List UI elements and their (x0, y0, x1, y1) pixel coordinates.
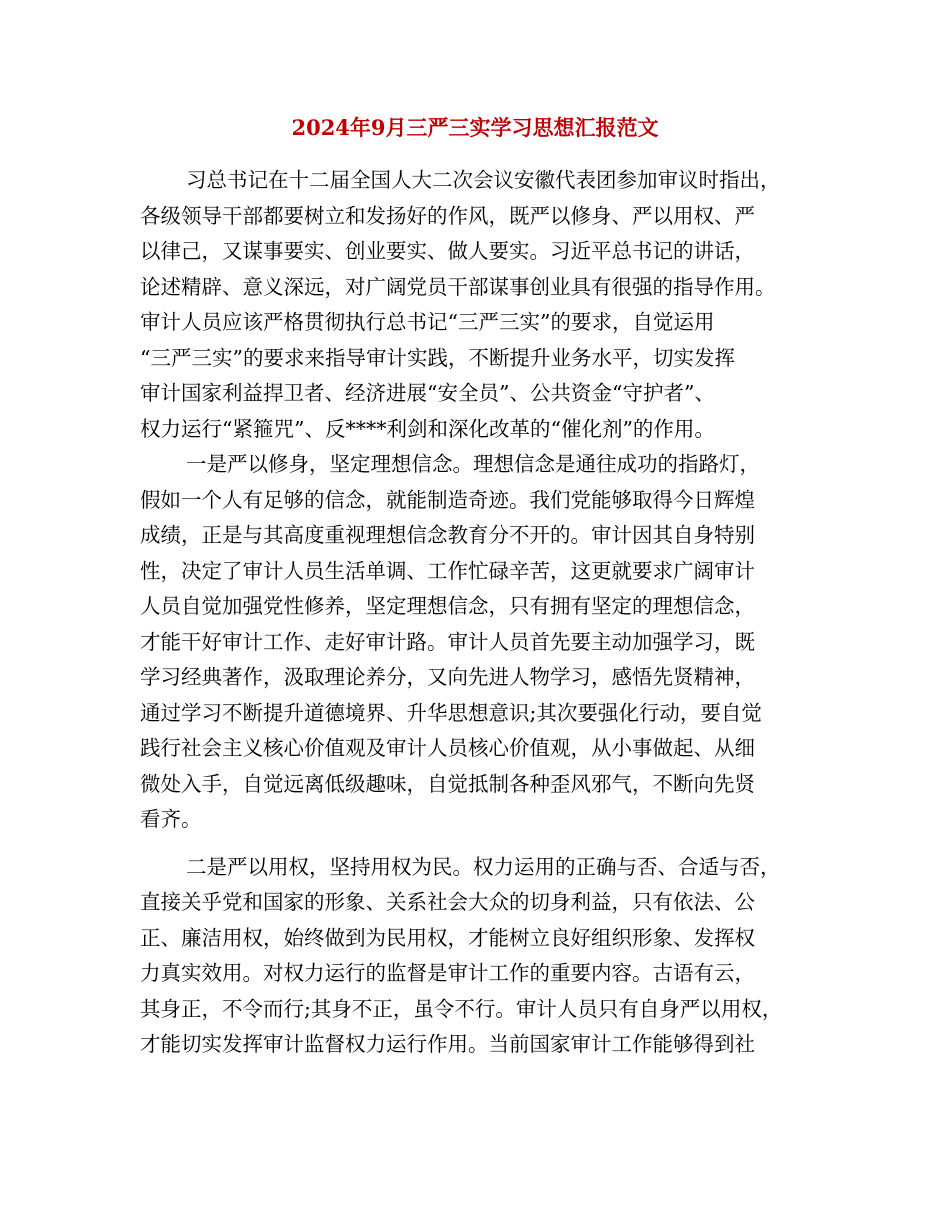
paragraph-line: 通过学习不断提升道德境界、升华思想意识;其次要强化行动，要自觉 (140, 700, 762, 725)
document-body (140, 163, 820, 1063)
paragraph-line: 其身正，不令而行;其身不正，虽令不行。审计人员只有自身严以用权， (140, 996, 783, 1021)
paragraph-line: 践行社会主义核心价值观及审计人员核心价值观，从小事做起、从细 (140, 736, 755, 760)
paragraph-line: 假如一个人有足够的信念，就能制造奇迹。我们党能够取得今日辉煌 (140, 487, 755, 512)
paragraph-line: 以律己，又谋事要实、创业要实、做人要实。习近平总书记的讲话， (140, 239, 755, 263)
paragraph-line: 权力运行“紧箍咒”、反****利剑和深化改革的“催化剂”的作用。 (140, 416, 715, 441)
paragraph-1 (140, 163, 820, 447)
paragraph-line: “三严三实”的要求来指导审计实践，不断提升业务水平，切实发挥 (140, 345, 735, 370)
document-title: 2024年9月三严三实学习思想汇报范文 (291, 115, 659, 140)
paragraph-line: 力真实效用。对权力运行的监督是审计工作的重要内容。古语有云， (140, 961, 755, 985)
paragraph-line: 看齐。 (140, 807, 202, 831)
paragraph-line: 直接关乎党和国家的形象、关系社会大众的切身利益，只有依法、公 (140, 890, 755, 914)
paragraph-spacer (140, 838, 820, 850)
paragraph-line: 学习经典著作，汲取理论养分，又向先进人物学习，感悟先贤精神， (140, 665, 755, 689)
paragraph-line: 才能干好审计工作、走好审计路。审计人员首先要主动加强学习，既 (140, 629, 755, 654)
paragraph-line: 习总书记在十二届全国人大二次会议安徽代表团参加审议时指出， (186, 168, 781, 192)
paragraph-2 (140, 447, 820, 838)
paragraph-line: 才能切实发挥审计监督权力运行作用。当前国家审计工作能够得到社 (140, 1032, 755, 1056)
paragraph-line: 性，决定了审计人员生活单调、工作忙碌辛苦，这更就要求广阔审计 (140, 558, 755, 583)
paragraph-line: 论述精辟、意义深远，对广阔党员干部谋事创业具有很强的指导作用。 (140, 274, 776, 299)
paragraph-line: 审计人员应该严格贯彻执行总书记“三严三实”的要求，自觉运用 (140, 310, 715, 334)
paragraph-line: 人员自觉加强党性修养，坚定理想信念，只有拥有坚定的理想信念， (140, 594, 755, 618)
paragraph-line: 微处入手，自觉远离低级趣味，自觉抵制各种歪风邪气，不断向先贤 (140, 771, 755, 796)
paragraph-line: 审计国家利益捍卫者、经济进展“安全员”、公共资金“守护者”、 (140, 381, 715, 405)
paragraph-3 (140, 850, 820, 1063)
paragraph-line: 二是严以用权，坚持用权为民。权力运用的正确与否、合适与否， (186, 854, 781, 879)
paragraph-line: 一是严以修身，坚定理想信念。理想信念是通往成功的指路灯， (186, 452, 760, 476)
paragraph-line: 正、廉洁用权，始终做到为民用权，才能树立良好组织形象、发挥权 (140, 925, 755, 950)
paragraph-line: 成绩，正是与其高度重视理想信念教育分不开的。审计因其自身特别 (140, 523, 755, 547)
paragraph-line: 各级领导干部都要树立和发扬好的作风，既严以修身、严以用权、严 (140, 203, 755, 228)
